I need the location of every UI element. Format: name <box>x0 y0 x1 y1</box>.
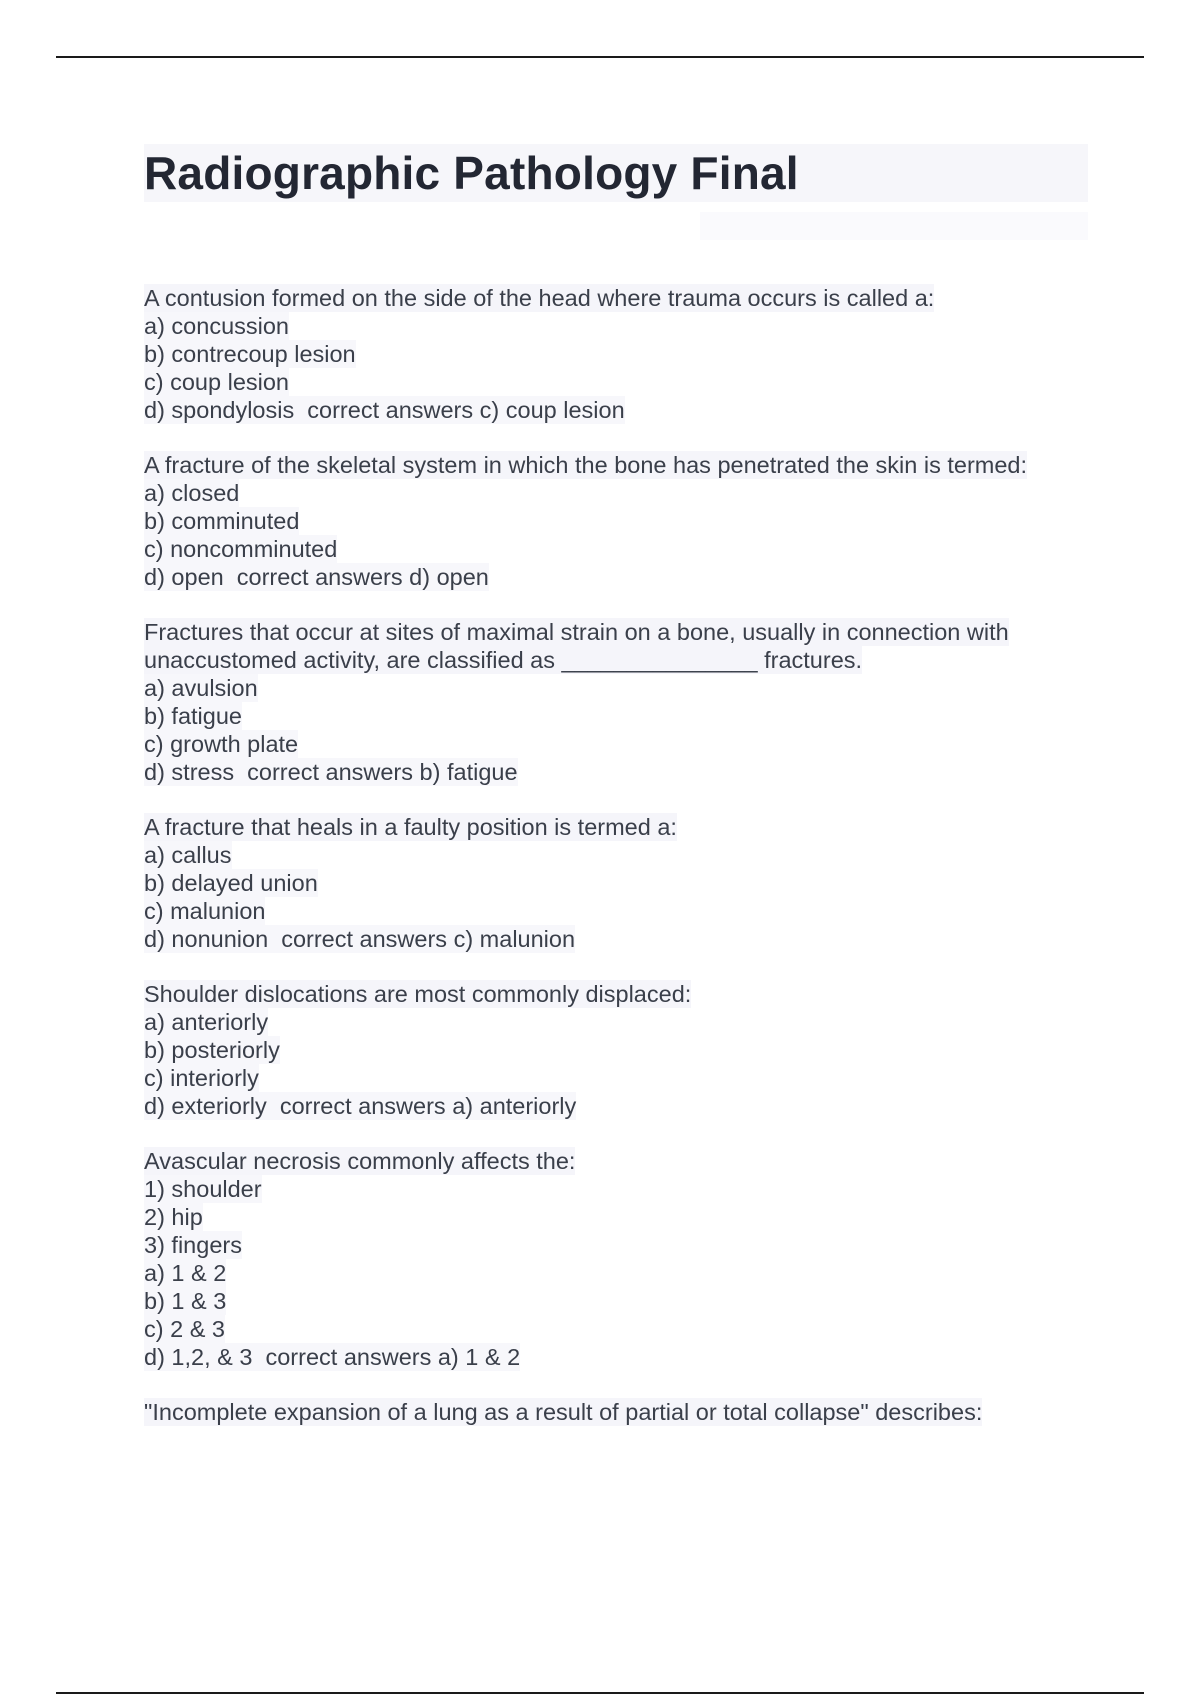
question-block <box>144 618 1088 786</box>
answer-line: d) 1,2, & 3 correct answers a) 1 & 2 <box>144 1344 521 1370</box>
top-rule <box>56 56 1144 58</box>
answer-line: d) spondylosis correct answers c) coup lesion <box>144 397 625 423</box>
option-line: b) posteriorly <box>144 1037 280 1063</box>
question-stem: A fracture of the skeletal system in which the bone has penetrated the skin is termed: <box>144 452 1028 478</box>
question-stem: A fracture that heals in a faulty position is termed a: <box>144 814 677 840</box>
title-block <box>144 144 1088 202</box>
option-line: c) coup lesion <box>144 369 289 395</box>
question-stem: A contusion formed on the side of the head where trauma occurs is called a: <box>144 285 935 311</box>
question-stem: Fractures that occur at sites of maximal strain on a bone, usually in connection with <box>144 619 1009 645</box>
answer-line: d) open correct answers d) open <box>144 564 489 590</box>
option-line: 2) hip <box>144 1204 203 1230</box>
question-stem: Avascular necrosis commonly affects the: <box>144 1148 576 1174</box>
option-line: 3) fingers <box>144 1232 242 1258</box>
option-line: b) fatigue <box>144 703 242 729</box>
question-stem: unaccustomed activity, are classified as _______________ fractures. <box>144 647 863 673</box>
option-line: a) concussion <box>144 313 289 339</box>
option-line: c) malunion <box>144 898 266 924</box>
page-title: Radiographic Pathology Final <box>144 147 799 199</box>
option-line: b) delayed union <box>144 870 318 896</box>
option-line: a) callus <box>144 842 232 868</box>
option-line: c) noncomminuted <box>144 536 338 562</box>
bottom-rule <box>56 1692 1144 1694</box>
option-line: c) growth plate <box>144 731 299 757</box>
question-stem: "Incomplete expansion of a lung as a result of partial or total collapse" describes: <box>144 1399 983 1425</box>
option-line: a) 1 & 2 <box>144 1260 227 1286</box>
option-line: b) comminuted <box>144 508 300 534</box>
question-block <box>144 284 1088 424</box>
question-block <box>144 980 1088 1120</box>
question-list <box>144 284 1088 1453</box>
answer-line: d) stress correct answers b) fatigue <box>144 759 518 785</box>
question-block <box>144 451 1088 591</box>
answer-line: d) exteriorly correct answers a) anteriorly <box>144 1093 577 1119</box>
option-line: c) 2 & 3 <box>144 1316 225 1342</box>
option-line: a) closed <box>144 480 240 506</box>
option-line: a) avulsion <box>144 675 258 701</box>
question-block <box>144 1398 1088 1426</box>
answer-line: d) nonunion correct answers c) malunion <box>144 926 576 952</box>
option-line: a) anteriorly <box>144 1009 269 1035</box>
option-line: b) contrecoup lesion <box>144 341 356 367</box>
question-block <box>144 1147 1088 1371</box>
title-underlay <box>700 212 1088 240</box>
option-line: c) interiorly <box>144 1065 259 1091</box>
question-block <box>144 813 1088 953</box>
option-line: b) 1 & 3 <box>144 1288 227 1314</box>
option-line: 1) shoulder <box>144 1176 262 1202</box>
question-stem: Shoulder dislocations are most commonly displaced: <box>144 981 692 1007</box>
